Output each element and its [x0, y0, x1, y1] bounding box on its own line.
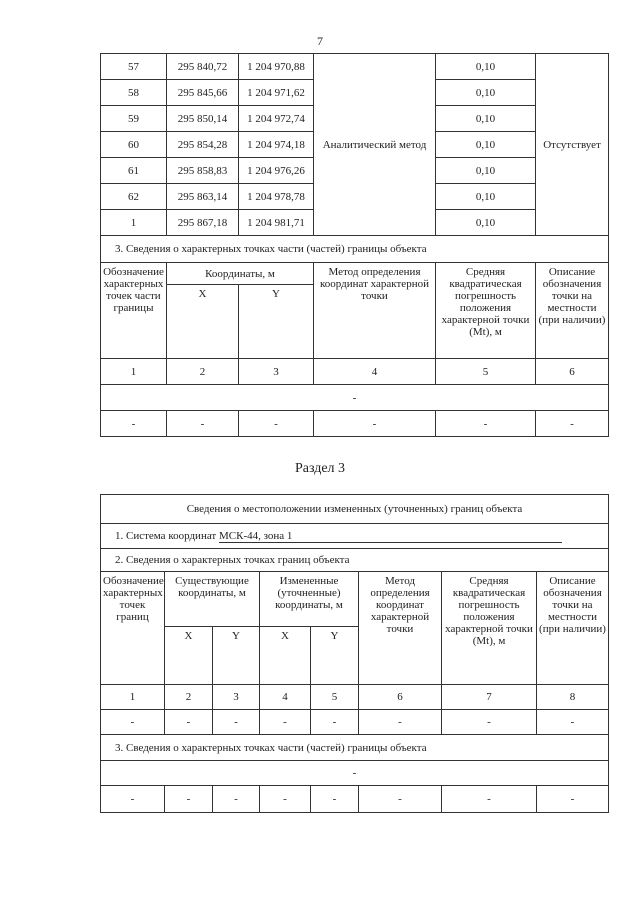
dash-cell: -: [213, 710, 260, 735]
header-x: X: [165, 627, 213, 685]
error-value: 0,10: [436, 106, 536, 132]
header-method: Метод определения координат характерной точки: [314, 263, 436, 359]
header-desc: Описание обозначения точки на местности (при наличии): [537, 572, 609, 685]
dash-cell: -: [537, 786, 609, 813]
point-number: 57: [101, 54, 167, 80]
dash-cell: -: [213, 786, 260, 813]
header-designation: Обозначение характерных точек части границы: [101, 263, 167, 359]
error-value: 0,10: [436, 184, 536, 210]
coord-x: 295 840,72: [167, 54, 239, 80]
dash-cell: -: [260, 786, 311, 813]
dash-cell: -: [311, 786, 359, 813]
dash-cell: -: [165, 710, 213, 735]
dash-cell: -: [359, 786, 442, 813]
coord-y: 1 204 970,88: [239, 54, 314, 80]
column-number: 4: [314, 359, 436, 385]
dash-cell: -: [311, 710, 359, 735]
description-cell: Отсутствует: [536, 54, 609, 236]
header-method: Метод определения координат характерной точки: [359, 572, 442, 685]
header-changed: Измененные (уточненные) координаты, м: [260, 572, 359, 627]
column-number: 6: [536, 359, 609, 385]
dash-cell: -: [165, 786, 213, 813]
column-number: 4: [260, 685, 311, 710]
coord-x: 295 863,14: [167, 184, 239, 210]
coord-y: 1 204 976,26: [239, 158, 314, 184]
column-number: 5: [436, 359, 536, 385]
point-number: 62: [101, 184, 167, 210]
header-coords: Координаты, м: [167, 263, 314, 285]
coord-y: 1 204 974,18: [239, 132, 314, 158]
column-number: 1: [101, 685, 165, 710]
dash-cell: -: [436, 411, 536, 437]
table-row: [101, 54, 609, 80]
dash-cell: -: [101, 411, 167, 437]
section2-title: 2. Сведения о характерных точках границ объекта: [101, 549, 609, 572]
header-existing: Существующие координаты, м: [165, 572, 260, 627]
coord-x: 295 854,28: [167, 132, 239, 158]
column-number: 8: [537, 685, 609, 710]
coord-y: 1 204 981,71: [239, 210, 314, 236]
dash-cell: -: [101, 786, 165, 813]
method-cell: Аналитический метод: [314, 54, 436, 236]
column-number: 3: [213, 685, 260, 710]
error-value: 0,10: [436, 158, 536, 184]
column-number: 2: [167, 359, 239, 385]
column-number: 5: [311, 685, 359, 710]
coord-y: 1 204 978,78: [239, 184, 314, 210]
coord-x: 295 845,66: [167, 80, 239, 106]
header-y: Y: [311, 627, 359, 685]
section3-title: 3. Сведения о характерных точках части (частей) границы объекта: [101, 236, 609, 263]
points-table: [100, 53, 609, 437]
column-number: 2: [165, 685, 213, 710]
dash-cell: -: [101, 385, 609, 411]
column-number: 7: [442, 685, 537, 710]
changed-boundaries-table: [100, 494, 609, 813]
header-y: Y: [213, 627, 260, 685]
dash-cell: -: [536, 411, 609, 437]
column-number: 1: [101, 359, 167, 385]
table2-title: Сведения о местоположении измененных (уточненных) границ объекта: [101, 495, 609, 524]
dash-cell: -: [442, 786, 537, 813]
column-number: 6: [359, 685, 442, 710]
dash-cell: -: [442, 710, 537, 735]
header-y: Y: [239, 285, 314, 359]
point-number: 60: [101, 132, 167, 158]
dash-cell: -: [101, 761, 609, 786]
coord-x: 295 858,83: [167, 158, 239, 184]
point-number: 61: [101, 158, 167, 184]
dash-cell: -: [359, 710, 442, 735]
coord-x: 295 850,14: [167, 106, 239, 132]
dash-cell: -: [314, 411, 436, 437]
dash-cell: -: [239, 411, 314, 437]
column-number: 3: [239, 359, 314, 385]
section3-title: 3. Сведения о характерных точках части (частей) границы объекта: [101, 735, 609, 761]
point-number: 59: [101, 106, 167, 132]
dash-cell: -: [167, 411, 239, 437]
coord-y: 1 204 971,62: [239, 80, 314, 106]
point-number: 58: [101, 80, 167, 106]
dash-cell: -: [101, 710, 165, 735]
section-heading: Раздел 3: [294, 461, 346, 476]
dash-cell: -: [260, 710, 311, 735]
coord-system-row: [101, 524, 609, 549]
coord-system-label: 1. Система координат: [115, 529, 219, 542]
header-desc: Описание обозначения точки на местности (при наличии): [536, 263, 609, 359]
dash-cell: -: [537, 710, 609, 735]
header-error: Средняя квадратическая погрешность положения характерной точки (Mt), м: [442, 572, 537, 685]
header-error: Средняя квадратическая погрешность положения характерной точки (Mt), м: [436, 263, 536, 359]
header-x: X: [167, 285, 239, 359]
underline-line: [292, 533, 562, 543]
header-designation: Обозначение характерных точек границ: [101, 572, 165, 685]
error-value: 0,10: [436, 210, 536, 236]
header-x: X: [260, 627, 311, 685]
error-value: 0,10: [436, 132, 536, 158]
coord-system-value: МСК-44, зона 1: [218, 529, 293, 542]
coord-x: 295 867,18: [167, 210, 239, 236]
error-value: 0,10: [436, 80, 536, 106]
point-number: 1: [101, 210, 167, 236]
error-value: 0,10: [436, 54, 536, 80]
page-number: 7: [317, 34, 323, 48]
coord-y: 1 204 972,74: [239, 106, 314, 132]
